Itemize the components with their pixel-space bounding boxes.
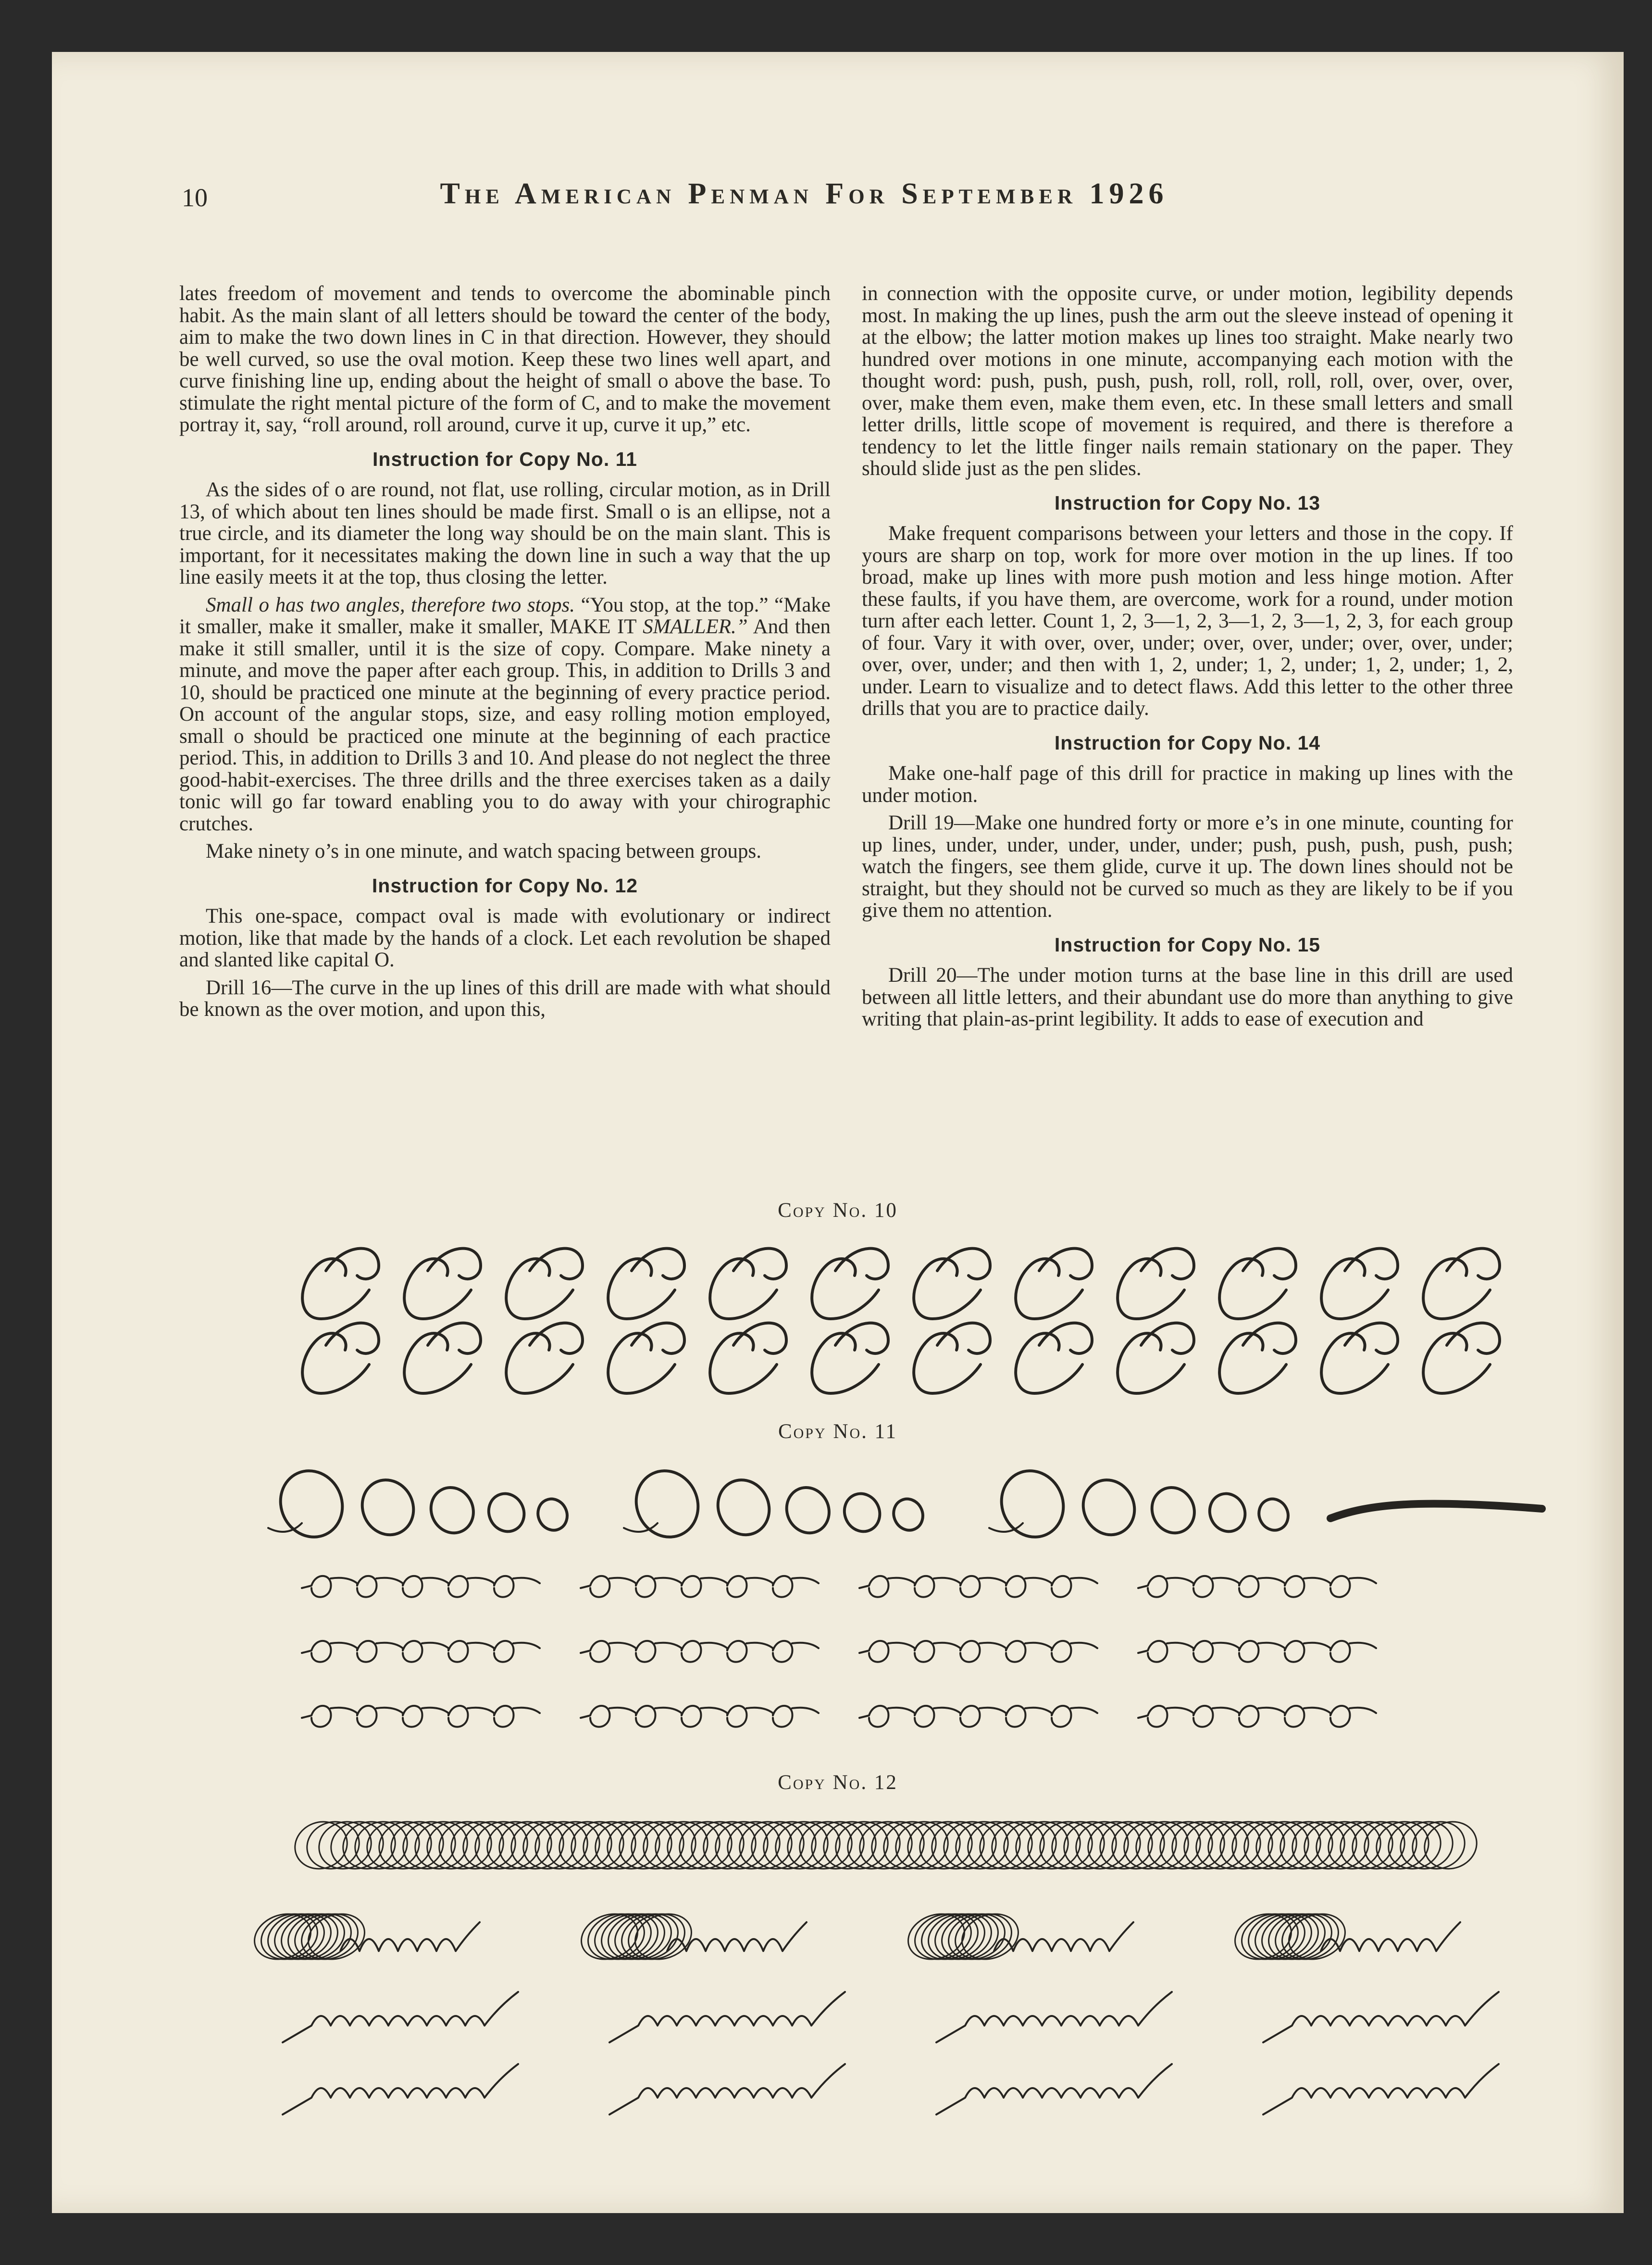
script-o-icon <box>270 1461 353 1547</box>
over-motion-drill-icon <box>667 1922 807 1951</box>
paragraph: in connection with the opposite curve, or under motion, legibility depends most. In making the up lines, push the arm out the sleeve instead of opening it at the elbow; the latter motion makes up lines too straight. Make nearly two hundred over motions in one minute, accompanying each motion with the thought word: push, push, push, push, roll, roll, roll, roll, over, over, over, over, make them even, make them even, etc. In these small letters and small letter drills, little scope of movement is required, and there is therefore a tendency to let the little finger nails remain stationary on the paper. They should slide just as the pen slides. <box>862 283 1513 480</box>
over-motion-drill-icon <box>994 1922 1133 1951</box>
under-motion-drill-icon <box>1263 2064 1499 2115</box>
small-o-group-icon <box>859 1706 1097 1727</box>
small-o-group-icon <box>1138 1576 1376 1597</box>
compact-oval-band-icon <box>1330 1504 1542 1518</box>
copy-11-caption: Copy No. 11 <box>778 1420 898 1443</box>
paragraph: Drill 19—Make one hundred forty or more e’s in one minute, counting for up lines, under, under, under, under, under; push, push, push, push, push; watch the fingers, see them glide, curve it up. The down lines should not be straight, but they should not be curved so much as they are likely to be if you give them no attention. <box>862 812 1513 922</box>
under-motion-drill-icon <box>283 1992 518 2042</box>
copy-10-caption: Copy No. 10 <box>778 1199 898 1222</box>
script-capital-c-icon <box>812 1323 888 1393</box>
script-o-icon <box>533 1494 572 1535</box>
paragraph: lates freedom of movement and tends to overcome the abominable pinch habit. As the main slant of all letters should be toward the center of the body, aim to make the two down lines in C in that direction. However, they should be well curved, so use the oval motion. Keep these two lines well apart, and curve finishing line up, ending about the height of small o above the base. To stimulate the right mental picture of the form of C, and to make the movement portray it, say, “roll around, roll around, curve it up, curve it up,” etc. <box>179 283 831 436</box>
script-capital-c-icon <box>1118 1249 1194 1319</box>
script-capital-c-icon <box>1219 1249 1296 1319</box>
under-motion-drill-icon <box>609 2064 845 2115</box>
script-o-icon <box>709 1472 778 1543</box>
copy-12-caption: Copy No. 12 <box>778 1771 898 1794</box>
under-motion-drill-icon <box>1263 1992 1499 2042</box>
small-o-group-icon <box>581 1576 819 1597</box>
script-capital-c-icon <box>1423 1323 1500 1393</box>
heading-copy-14: Instruction for Copy No. 14 <box>1054 731 1321 754</box>
copy-11-small-o-plate <box>52 1456 1624 1754</box>
script-capital-c-icon <box>608 1249 684 1319</box>
text-run: “You stop, at the top.” “Make it smaller, make it smaller, make it smaller, MAKE IT <box>179 593 831 638</box>
italic-phrase: SMALLER.” <box>643 615 748 638</box>
script-capital-c-icon <box>302 1323 379 1393</box>
paragraph <box>179 594 831 835</box>
paragraph: Make frequent comparisons between your letters and those in the copy. If yours are sharp on top, work for more over motion in the up lines. If too broad, make up lines with more push motion and less hinge motion. After these faults, if you have them, are overcome, work for a round, under motion turn after each letter. Count 1, 2, 3—1, 2, 3—1, 2, 3—1, 2, 3, for each group of four. Vary it with over, over, under; over, over, under; over, over, under; over, over, under; and then with 1, 2, under; 1, 2, under; 1, 2, under; 1, 2, under. Learn to visualize and to detect flaws. Add this letter to the other three drills that you are to practice daily. <box>862 522 1513 720</box>
text-run: And then make it still smaller, until it is the size of copy. Compare. Make ninety a minute, and move the paper after each group. This, in addition to Drills 3 and 10, should be practiced one minute at the beginning of every practice period. On account of the angular stops, size, and easy rolling motion employed, small o should be practiced one minute at the beginning of each practice period. This, in addition to Drills 3 and 10. And please do not neglect the three good-habit-exercises. The three drills and the three exercises taken as a daily tonic will go far toward enabling you to do away with your chirographic crutches. <box>179 615 831 835</box>
magazine-page <box>52 52 1624 2213</box>
script-capital-c-icon <box>1423 1249 1500 1319</box>
right-text-column <box>862 283 1513 1196</box>
script-capital-c-icon <box>1118 1323 1194 1393</box>
script-o-icon <box>838 1488 886 1538</box>
small-o-group-icon <box>581 1641 819 1662</box>
script-o-icon <box>1144 1480 1202 1540</box>
script-o-icon <box>353 1472 422 1543</box>
paragraph: Make one-half page of this drill for practice in making up lines with the under motion. <box>862 762 1513 807</box>
small-o-group-icon <box>1138 1641 1376 1662</box>
script-capital-c-icon <box>1016 1323 1092 1393</box>
copy-12-oval-drill-plate <box>52 1807 1624 2172</box>
running-title: The American Penman For September 1926 <box>440 177 1168 210</box>
heading-copy-12: Instruction for Copy No. 12 <box>372 874 638 897</box>
script-capital-c-icon <box>710 1323 786 1393</box>
script-capital-c-icon <box>302 1249 379 1319</box>
script-capital-c-icon <box>1016 1249 1092 1319</box>
script-capital-c-icon <box>812 1249 888 1319</box>
page-number: 10 <box>182 183 208 212</box>
italic-phrase: Small o has two angles, therefore two stops. <box>206 593 575 616</box>
script-capital-c-icon <box>506 1323 583 1393</box>
script-capital-c-icon <box>1321 1323 1398 1393</box>
small-o-group-icon <box>302 1641 540 1662</box>
script-capital-c-icon <box>914 1249 990 1319</box>
paragraph: As the sides of o are round, not flat, use rolling, circular motion, as in Drill 13, of which about ten lines should be made first. Small o is an ellipse, not a true circle, and its diameter the long way should be on the main slant. This is important, for it necessitates making the down line in such a way that the up line easily meets it at the top, thus closing the letter. <box>179 478 831 588</box>
small-o-group-icon <box>581 1706 819 1727</box>
copy-10-capital-c-plate <box>52 1239 1624 1403</box>
script-capital-c-icon <box>404 1249 481 1319</box>
paragraph: Drill 20—The under motion turns at the base line in this drill are used between all little letters, and their abundant use do more than anything to give writing that plain-as-print legibility. It adds to ease of execution and <box>862 964 1513 1030</box>
script-capital-c-icon <box>1321 1249 1398 1319</box>
script-capital-c-icon <box>914 1323 990 1393</box>
script-capital-c-icon <box>608 1323 684 1393</box>
left-text-column <box>179 283 831 1196</box>
small-o-group-icon <box>859 1576 1097 1597</box>
script-o-icon <box>889 1494 928 1535</box>
paragraph: This one-space, compact oval is made with evolutionary or indirect motion, like that made by the hands of a clock. Let each revolution be shaped and slanted like capital O. <box>179 905 831 971</box>
under-motion-drill-icon <box>936 2064 1172 2115</box>
heading-copy-15: Instruction for Copy No. 15 <box>1054 933 1321 956</box>
script-capital-c-icon <box>404 1323 481 1393</box>
over-motion-drill-icon <box>340 1922 480 1951</box>
paragraph: Make ninety o’s in one minute, and watch spacing between groups. <box>206 840 761 863</box>
small-o-group-icon <box>1138 1706 1376 1727</box>
under-motion-drill-icon <box>609 1992 845 2042</box>
heading-copy-13: Instruction for Copy No. 13 <box>1054 491 1321 514</box>
under-motion-drill-icon <box>283 2064 518 2115</box>
script-o-icon <box>991 1461 1074 1547</box>
paragraph: Drill 16—The curve in the up lines of this drill are made with what should be known as the over motion, and upon this, <box>179 976 831 1021</box>
heading-copy-11: Instruction for Copy No. 11 <box>373 448 637 470</box>
script-capital-c-icon <box>506 1249 583 1319</box>
script-o-icon <box>1254 1494 1293 1535</box>
small-o-group-icon <box>302 1706 540 1727</box>
page-header <box>182 172 1302 230</box>
script-o-icon <box>423 1480 481 1540</box>
script-o-icon <box>483 1488 530 1538</box>
under-motion-drill-icon <box>936 1992 1172 2042</box>
script-o-icon <box>1204 1488 1251 1538</box>
script-o-icon <box>625 1461 708 1547</box>
small-o-group-icon <box>859 1641 1097 1662</box>
script-capital-c-icon <box>1219 1323 1296 1393</box>
over-motion-drill-icon <box>1321 1922 1460 1951</box>
small-o-group-icon <box>302 1576 540 1597</box>
script-o-icon <box>779 1480 836 1540</box>
script-o-icon <box>1074 1472 1143 1543</box>
script-capital-c-icon <box>710 1249 786 1319</box>
